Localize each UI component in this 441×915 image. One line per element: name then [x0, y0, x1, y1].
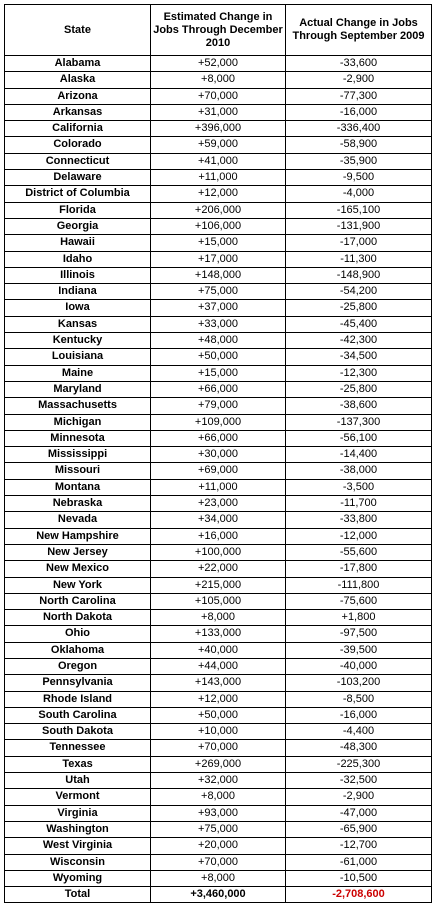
table-row — [5, 821, 432, 837]
actual-cell: -14,400 — [286, 447, 432, 463]
estimated-cell: +33,000 — [151, 316, 286, 332]
state-cell: Iowa — [5, 300, 151, 316]
state-cell: New York — [5, 577, 151, 593]
state-cell: Illinois — [5, 267, 151, 283]
actual-cell: -4,400 — [286, 724, 432, 740]
estimated-cell: +23,000 — [151, 496, 286, 512]
table-row — [5, 675, 432, 691]
estimated-cell: +69,000 — [151, 463, 286, 479]
table-row — [5, 186, 432, 202]
state-cell: Ohio — [5, 626, 151, 642]
state-cell: Georgia — [5, 218, 151, 234]
estimated-cell: +8,000 — [151, 610, 286, 626]
table-row — [5, 870, 432, 886]
table-row — [5, 854, 432, 870]
actual-cell: -56,100 — [286, 430, 432, 446]
estimated-cell: +79,000 — [151, 398, 286, 414]
estimated-cell: +12,000 — [151, 186, 286, 202]
table-row — [5, 463, 432, 479]
estimated-cell: +70,000 — [151, 854, 286, 870]
estimated-cell: +133,000 — [151, 626, 286, 642]
estimated-cell: +50,000 — [151, 707, 286, 723]
total-row — [5, 887, 432, 903]
actual-cell: -97,500 — [286, 626, 432, 642]
table-row — [5, 528, 432, 544]
table-row — [5, 544, 432, 560]
estimated-cell: +12,000 — [151, 691, 286, 707]
estimated-cell: +52,000 — [151, 56, 286, 72]
table-row — [5, 838, 432, 854]
actual-cell: -58,900 — [286, 137, 432, 153]
table-row — [5, 430, 432, 446]
table-row — [5, 479, 432, 495]
estimated-cell: +48,000 — [151, 333, 286, 349]
state-cell: Arizona — [5, 88, 151, 104]
actual-cell: -103,200 — [286, 675, 432, 691]
state-cell: Idaho — [5, 251, 151, 267]
state-cell: Texas — [5, 756, 151, 772]
actual-cell: -38,000 — [286, 463, 432, 479]
actual-cell: -42,300 — [286, 333, 432, 349]
actual-cell: -33,800 — [286, 512, 432, 528]
state-cell: Maryland — [5, 381, 151, 397]
state-cell: New Hampshire — [5, 528, 151, 544]
estimated-cell: +8,000 — [151, 789, 286, 805]
estimated-cell: +20,000 — [151, 838, 286, 854]
actual-cell: -111,800 — [286, 577, 432, 593]
jobs-table-container — [4, 4, 432, 903]
table-row — [5, 447, 432, 463]
table-row — [5, 56, 432, 72]
estimated-cell: +148,000 — [151, 267, 286, 283]
estimated-cell: +105,000 — [151, 593, 286, 609]
estimated-cell: +32,000 — [151, 773, 286, 789]
actual-cell: -17,800 — [286, 561, 432, 577]
state-cell: Vermont — [5, 789, 151, 805]
estimated-cell: +70,000 — [151, 740, 286, 756]
state-cell: Pennsylvania — [5, 675, 151, 691]
table-row — [5, 512, 432, 528]
table-row — [5, 251, 432, 267]
state-cell: North Dakota — [5, 610, 151, 626]
state-cell: Kentucky — [5, 333, 151, 349]
actual-cell: -10,500 — [286, 870, 432, 886]
state-cell: Louisiana — [5, 349, 151, 365]
actual-cell: -3,500 — [286, 479, 432, 495]
header-estimated-change: Estimated Change in Jobs Through December 2010 — [151, 5, 286, 56]
estimated-cell: +15,000 — [151, 235, 286, 251]
header-actual-change: Actual Change in Jobs Through September 2009 — [286, 5, 432, 56]
state-cell: Washington — [5, 821, 151, 837]
table-row — [5, 626, 432, 642]
table-row — [5, 773, 432, 789]
state-cell: California — [5, 121, 151, 137]
actual-cell: -131,900 — [286, 218, 432, 234]
state-cell: Michigan — [5, 414, 151, 430]
actual-cell: -8,500 — [286, 691, 432, 707]
total-label: Total — [5, 887, 151, 903]
estimated-cell: +66,000 — [151, 381, 286, 397]
actual-cell: -61,000 — [286, 854, 432, 870]
state-cell: Minnesota — [5, 430, 151, 446]
state-cell: Connecticut — [5, 153, 151, 169]
actual-cell: -34,500 — [286, 349, 432, 365]
state-cell: Nebraska — [5, 496, 151, 512]
state-cell: Kansas — [5, 316, 151, 332]
state-cell: Alabama — [5, 56, 151, 72]
actual-cell: +1,800 — [286, 610, 432, 626]
actual-cell: -33,600 — [286, 56, 432, 72]
table-row — [5, 805, 432, 821]
estimated-cell: +11,000 — [151, 479, 286, 495]
estimated-cell: +44,000 — [151, 658, 286, 674]
table-row — [5, 642, 432, 658]
table-row — [5, 137, 432, 153]
state-cell: Nevada — [5, 512, 151, 528]
table-row — [5, 284, 432, 300]
state-cell: Rhode Island — [5, 691, 151, 707]
state-cell: Wisconsin — [5, 854, 151, 870]
table-row — [5, 267, 432, 283]
actual-cell: -225,300 — [286, 756, 432, 772]
actual-cell: -48,300 — [286, 740, 432, 756]
estimated-cell: +37,000 — [151, 300, 286, 316]
actual-cell: -38,600 — [286, 398, 432, 414]
estimated-cell: +17,000 — [151, 251, 286, 267]
actual-cell: -9,500 — [286, 170, 432, 186]
actual-cell: -11,700 — [286, 496, 432, 512]
actual-cell: -32,500 — [286, 773, 432, 789]
table-row — [5, 235, 432, 251]
state-cell: West Virginia — [5, 838, 151, 854]
actual-cell: -55,600 — [286, 544, 432, 560]
estimated-cell: +93,000 — [151, 805, 286, 821]
state-cell: Alaska — [5, 72, 151, 88]
estimated-cell: +109,000 — [151, 414, 286, 430]
table-row — [5, 218, 432, 234]
actual-cell: -12,000 — [286, 528, 432, 544]
estimated-cell: +396,000 — [151, 121, 286, 137]
actual-cell: -45,400 — [286, 316, 432, 332]
state-cell: Wyoming — [5, 870, 151, 886]
actual-cell: -39,500 — [286, 642, 432, 658]
state-cell: Tennessee — [5, 740, 151, 756]
estimated-cell: +215,000 — [151, 577, 286, 593]
actual-cell: -165,100 — [286, 202, 432, 218]
estimated-cell: +34,000 — [151, 512, 286, 528]
table-row — [5, 740, 432, 756]
table-row — [5, 381, 432, 397]
table-row — [5, 170, 432, 186]
table-row — [5, 349, 432, 365]
total-estimated: +3,460,000 — [151, 887, 286, 903]
state-cell: North Carolina — [5, 593, 151, 609]
actual-cell: -148,900 — [286, 267, 432, 283]
state-cell: Massachusetts — [5, 398, 151, 414]
actual-cell: -16,000 — [286, 707, 432, 723]
estimated-cell: +16,000 — [151, 528, 286, 544]
estimated-cell: +41,000 — [151, 153, 286, 169]
table-row — [5, 724, 432, 740]
estimated-cell: +31,000 — [151, 104, 286, 120]
actual-cell: -11,300 — [286, 251, 432, 267]
state-cell: Montana — [5, 479, 151, 495]
estimated-cell: +15,000 — [151, 365, 286, 381]
estimated-cell: +8,000 — [151, 870, 286, 886]
table-row — [5, 333, 432, 349]
jobs-change-table — [4, 4, 432, 903]
estimated-cell: +8,000 — [151, 72, 286, 88]
actual-cell: -336,400 — [286, 121, 432, 137]
table-row — [5, 496, 432, 512]
actual-cell: -65,900 — [286, 821, 432, 837]
table-row — [5, 72, 432, 88]
table-row — [5, 121, 432, 137]
actual-cell: -17,000 — [286, 235, 432, 251]
estimated-cell: +75,000 — [151, 821, 286, 837]
actual-cell: -77,300 — [286, 88, 432, 104]
table-row — [5, 365, 432, 381]
actual-cell: -2,900 — [286, 789, 432, 805]
actual-cell: -137,300 — [286, 414, 432, 430]
state-cell: South Dakota — [5, 724, 151, 740]
actual-cell: -35,900 — [286, 153, 432, 169]
header-state: State — [5, 5, 151, 56]
actual-cell: -12,300 — [286, 365, 432, 381]
actual-cell: -75,600 — [286, 593, 432, 609]
total-actual: -2,708,600 — [286, 887, 432, 903]
table-row — [5, 577, 432, 593]
state-cell: Missouri — [5, 463, 151, 479]
state-cell: Utah — [5, 773, 151, 789]
table-row — [5, 88, 432, 104]
state-cell: Maine — [5, 365, 151, 381]
table-row — [5, 593, 432, 609]
state-cell: District of Columbia — [5, 186, 151, 202]
table-row — [5, 610, 432, 626]
state-cell: Arkansas — [5, 104, 151, 120]
table-body — [5, 56, 432, 887]
state-cell: Delaware — [5, 170, 151, 186]
state-cell: Hawaii — [5, 235, 151, 251]
actual-cell: -25,800 — [286, 300, 432, 316]
table-row — [5, 414, 432, 430]
actual-cell: -4,000 — [286, 186, 432, 202]
actual-cell: -25,800 — [286, 381, 432, 397]
estimated-cell: +206,000 — [151, 202, 286, 218]
estimated-cell: +106,000 — [151, 218, 286, 234]
actual-cell: -12,700 — [286, 838, 432, 854]
estimated-cell: +30,000 — [151, 447, 286, 463]
state-cell: Colorado — [5, 137, 151, 153]
actual-cell: -54,200 — [286, 284, 432, 300]
state-cell: Mississippi — [5, 447, 151, 463]
state-cell: Florida — [5, 202, 151, 218]
table-row — [5, 316, 432, 332]
estimated-cell: +100,000 — [151, 544, 286, 560]
table-header-row — [5, 5, 432, 56]
state-cell: New Jersey — [5, 544, 151, 560]
table-row — [5, 300, 432, 316]
table-row — [5, 202, 432, 218]
estimated-cell: +11,000 — [151, 170, 286, 186]
table-row — [5, 707, 432, 723]
estimated-cell: +50,000 — [151, 349, 286, 365]
estimated-cell: +70,000 — [151, 88, 286, 104]
estimated-cell: +269,000 — [151, 756, 286, 772]
table-row — [5, 658, 432, 674]
actual-cell: -16,000 — [286, 104, 432, 120]
state-cell: Oklahoma — [5, 642, 151, 658]
estimated-cell: +40,000 — [151, 642, 286, 658]
estimated-cell: +75,000 — [151, 284, 286, 300]
estimated-cell: +59,000 — [151, 137, 286, 153]
estimated-cell: +10,000 — [151, 724, 286, 740]
estimated-cell: +66,000 — [151, 430, 286, 446]
table-row — [5, 561, 432, 577]
state-cell: Virginia — [5, 805, 151, 821]
actual-cell: -2,900 — [286, 72, 432, 88]
table-row — [5, 691, 432, 707]
table-row — [5, 756, 432, 772]
state-cell: South Carolina — [5, 707, 151, 723]
estimated-cell: +22,000 — [151, 561, 286, 577]
actual-cell: -40,000 — [286, 658, 432, 674]
estimated-cell: +143,000 — [151, 675, 286, 691]
table-row — [5, 153, 432, 169]
actual-cell: -47,000 — [286, 805, 432, 821]
table-row — [5, 104, 432, 120]
state-cell: Oregon — [5, 658, 151, 674]
table-row — [5, 789, 432, 805]
table-row — [5, 398, 432, 414]
state-cell: Indiana — [5, 284, 151, 300]
state-cell: New Mexico — [5, 561, 151, 577]
